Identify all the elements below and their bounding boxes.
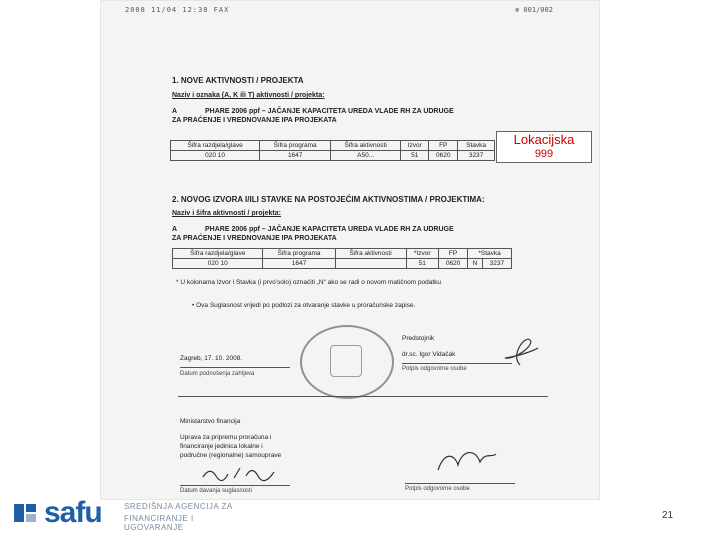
table-row <box>171 151 495 161</box>
handwritten-date-icon <box>200 462 280 484</box>
ministry-dept-line2: financiranje jedinica lokalne i <box>180 443 263 450</box>
fax-header-left: 2008 11/04 12:30 FAX <box>125 6 230 14</box>
table-cell: Šifra aktivnosti <box>331 141 401 151</box>
table-cell: *Izvor <box>406 249 438 259</box>
section-divider <box>178 396 548 397</box>
ministry-date-line <box>180 485 290 486</box>
table-cell: 020 10 <box>171 151 260 161</box>
table-cell: 3237 <box>482 259 511 269</box>
section2-heading: 2. NOVOG IZVORA I/ILI STAVKE NA POSTOJEĆIM AKTIVNOSTIMA / PROJEKTIMA: <box>172 195 485 204</box>
ministry-signer-caption: Potpis odgovorne osobe <box>405 486 470 492</box>
table-header-row <box>171 141 495 151</box>
table-cell: 51 <box>406 259 438 269</box>
signer-role: Predstojnik <box>402 335 435 342</box>
table-cell: 0620 <box>429 151 458 161</box>
section2-title-line2: ZA PRAĆENJE I VREDNOVANJE IPA PROJEKATA <box>172 235 337 242</box>
safu-logo-word: safu <box>44 496 102 529</box>
section1-prefix: A <box>172 108 178 115</box>
table-cell: 0620 <box>438 259 467 269</box>
section1-label: Naziv i oznaka (A, K ili T) aktivnosti / projekta: <box>172 92 325 99</box>
signature-scribble-icon <box>500 330 540 370</box>
page-number: 21 <box>662 510 674 521</box>
bullet-text: Ova Suglasnost vrijedi po podlozi za otvaranje stavke u proračunske zapise. <box>196 302 416 309</box>
fax-header-right: ⊗ 001/002 <box>515 6 553 14</box>
table-cell: Šifra programa <box>263 249 335 259</box>
safu-logo-mark-icon <box>12 500 40 526</box>
safu-logo-sub1: SREDIŠNJA AGENCIJA ZA <box>124 502 233 511</box>
section2-bullet: • Ova Suglasnost vrijedi po podlozi za otvaranje stavke u proračunske zapise. <box>192 302 416 309</box>
table-cell: Šifra aktivnosti <box>335 249 406 259</box>
table-cell <box>335 259 406 269</box>
table-cell: *Stavka <box>468 249 512 259</box>
section2-table <box>172 248 512 269</box>
table-cell: Šifra razdjela/glave <box>173 249 263 259</box>
ministry-dept-line1: Uprava za pripremu proračuna i <box>180 434 272 441</box>
date-line <box>180 367 290 368</box>
section2-label: Naziv i šifra aktivnosti / projekta: <box>172 210 281 217</box>
section1-heading: 1. NOVE AKTIVNOSTI / PROJEKTA <box>172 76 304 85</box>
ministry-name: Ministarstvo financija <box>180 418 241 425</box>
table-cell: 020 10 <box>173 259 263 269</box>
signer-name: dr.sc. Igor Vidačak <box>402 351 456 358</box>
table-cell: Šifra razdjela/glave <box>171 141 260 151</box>
ministry-signature-icon <box>430 440 500 480</box>
signer-caption: Potpis odgovorne osobe <box>402 366 467 372</box>
table-cell: 1647 <box>260 151 331 161</box>
date-caption: Datum podnošenja zahtjeva <box>180 371 255 377</box>
table-cell: FP <box>438 249 467 259</box>
table-cell: Izvor <box>401 141 429 151</box>
safu-logo-sub2: FINANCIRANJE I UGOVARANJE <box>124 514 194 532</box>
lokacijska-value: 999 <box>534 148 554 160</box>
table-row <box>173 259 512 269</box>
official-stamp <box>300 325 394 399</box>
table-cell: Stavka <box>458 141 495 151</box>
table-cell: FP <box>429 141 458 151</box>
lokacijska-box <box>496 131 592 163</box>
table-cell: N <box>468 259 483 269</box>
table-header-row <box>173 249 512 259</box>
place-date: Zagreb, 17. 10. 2008. <box>180 355 243 362</box>
ministry-signer-line <box>405 483 515 484</box>
table-cell: 51 <box>401 151 429 161</box>
safu-logo <box>12 496 242 530</box>
section2-title-line1: PHARE 2006 ppf – JAČANJE KAPACITETA UREDA VLADE RH ZA UDRUGE <box>205 226 454 233</box>
ministry-date-caption: Datum davanja suglasnosti <box>180 488 253 494</box>
section1-title-line2: ZA PRAĆENJE I VREDNOVANJE IPA PROJEKATA <box>172 117 337 124</box>
lokacijska-label: Lokacijska <box>513 132 575 147</box>
section1-table <box>170 140 495 161</box>
section2-prefix: A <box>172 226 178 233</box>
ministry-dept-line3: područne (regionalne) samouprave <box>180 452 282 459</box>
table-cell: A50... <box>331 151 401 161</box>
section2-footnote: * U kolonama Izvor i Stavka (i prvo’solo) označiti „N“ ako se radi o novom matičnom podatku <box>176 279 442 286</box>
signer-line <box>402 363 512 364</box>
table-cell: 1647 <box>263 259 335 269</box>
table-cell: 3237 <box>458 151 495 161</box>
table-cell: Šifra programa <box>260 141 331 151</box>
section1-title-line1: PHARE 2006 ppf – JAČANJE KAPACITETA UREDA VLADE RH ZA UDRUGE <box>205 108 454 115</box>
